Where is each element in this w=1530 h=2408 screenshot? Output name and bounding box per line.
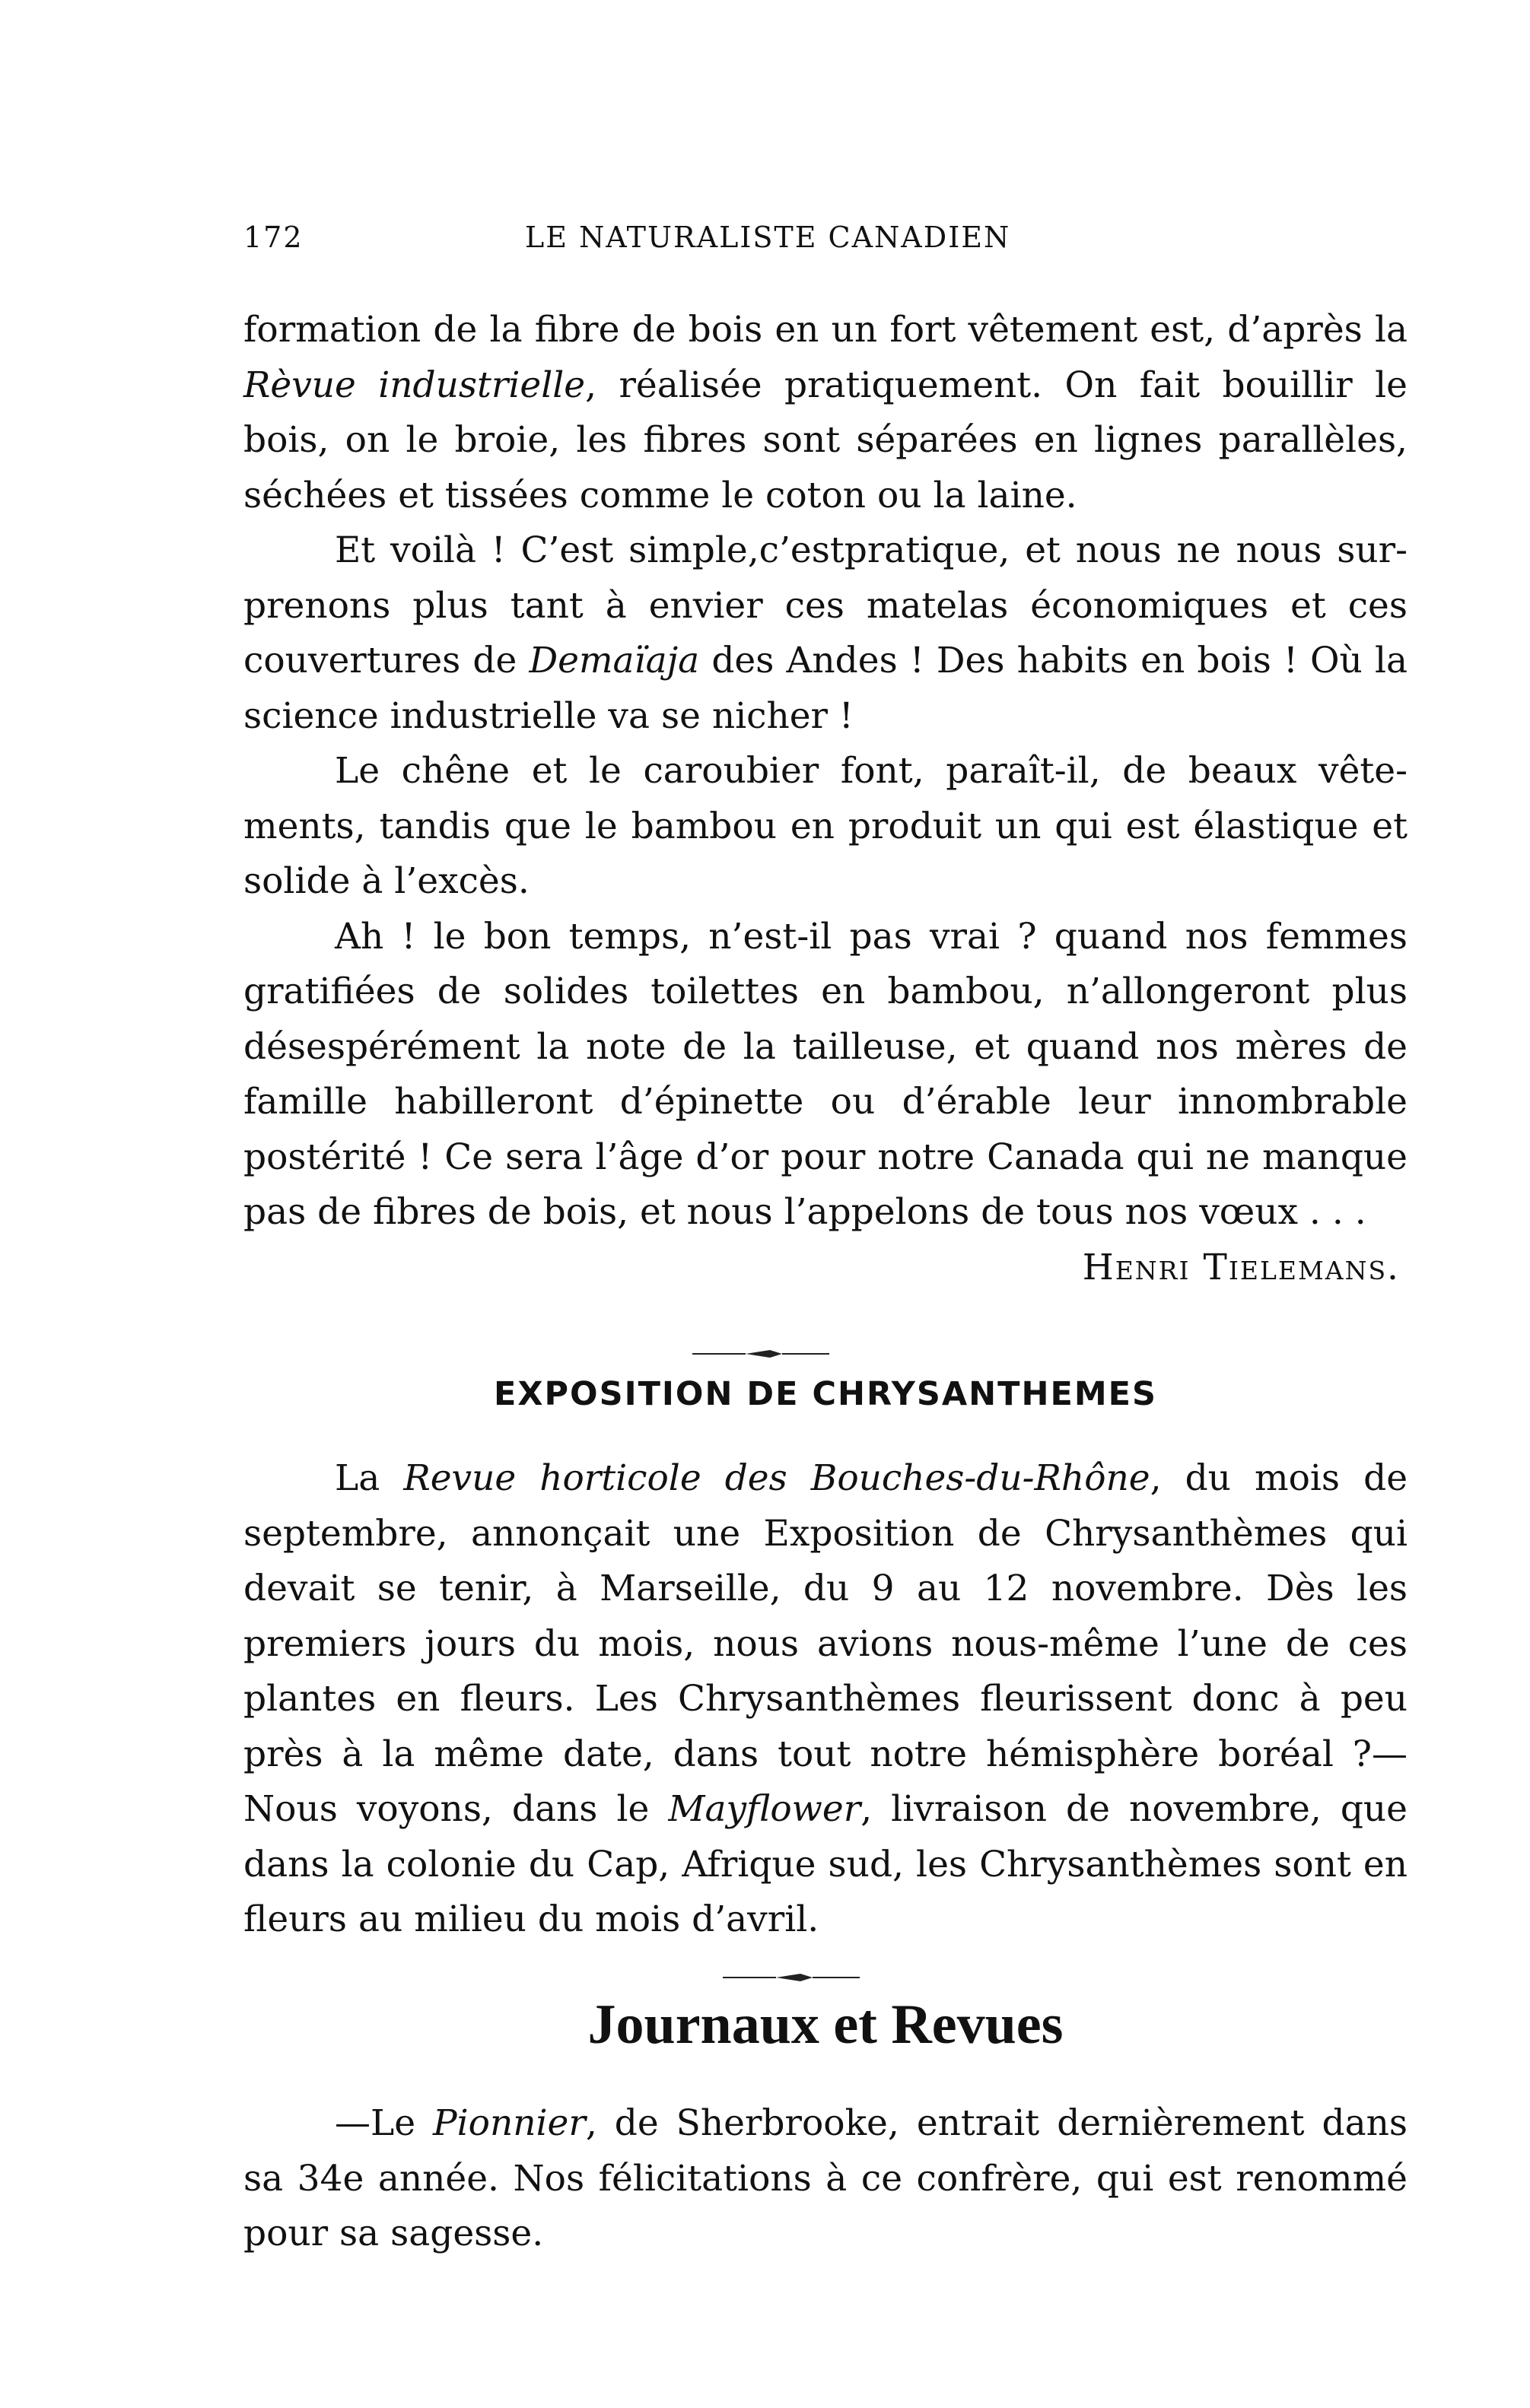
section-heading-exposition: EXPOSITION DE CHRYSANTHEMES [494, 1375, 1157, 1413]
italic-title: Demaïaja [529, 640, 700, 681]
text-run: Et voilà ! C’est simple,c’estpratique, et nous ne nous surprenons plus tant à envier ces matelas économiques et ces couvertures de [243, 529, 1408, 681]
italic-title: Revue horticole des Bouches-du-Rhône [403, 1457, 1150, 1499]
author-signature: Henri Tielemans. [1082, 1246, 1400, 1288]
text-run: , de Sherbrooke, entrait dernièrement dans sa 34e année. Nos félicitations à ce confrère, qui est renommé pour sa sagesse. [243, 2102, 1408, 2254]
section-heading-journaux: Journaux et Revues [587, 1993, 1064, 2056]
paragraph [243, 2096, 1408, 2262]
italic-title: Rèvue industrielle [243, 364, 586, 406]
running-title: LE NATURALISTE CANADIEN [525, 221, 1011, 254]
text-run: formation de la fibre de bois en un fort vêtement est, d’après la [243, 309, 1408, 351]
paragraph [243, 1451, 1408, 1948]
ornament-divider [685, 1346, 837, 1361]
article-tielemans [243, 303, 1408, 1295]
text-run: , réalisée pratiquement. On fait bouillir le bois, on le broie, les fibres sont séparées en lignes parallèles, séchées et tissées comme le coton ou la laine. [243, 364, 1408, 516]
text-run: Ah ! le bon temps, n’est-il pas vrai ? quand nos femmes gratifiées de solides toilettes en bambou, n’allongeront plus désespérément la note de la tailleuse, et quand nos mères de famille habilleront d’épinette ou d’érable leur innombrable postérité ! Ce sera l’âge d’or pour notre Canada qui ne manque pas de fibres de bois, et nous l’appelons de tous nos vœux . . . [243, 915, 1408, 1233]
page-header [243, 221, 1408, 266]
article-journaux [243, 2096, 1408, 2262]
text-run: —Le [335, 2102, 434, 2144]
article-exposition [243, 1451, 1408, 1948]
text-run: La [335, 1457, 404, 1499]
italic-title: Mayflower [668, 1788, 861, 1830]
paragraph [243, 303, 1408, 523]
ornament-divider [715, 1970, 867, 1985]
text-run: Le chêne et le caroubier font, paraît-il, de beaux vêtements, tandis que le bambou en produit un qui est élastique et solide à l’excès. [243, 750, 1408, 902]
paragraph [243, 523, 1408, 744]
paragraph [243, 910, 1408, 1241]
text-run: des Andes ! Des habits en bois ! Où la science industrielle va se nicher ! [243, 640, 1408, 737]
text-run: , du mois de septembre, annonçait une Exposition de Chrysanthèmes qui devait se tenir, à Marseille, du 9 au 12 novembre. Dès les premiers jours du mois, nous avions nous-même l’une de ces plantes en fleurs. Les Chrysanthèmes fleurissent donc à peu près à la même date, dans tout notre hémisphère boréal ?—Nous voyons, dans le [243, 1457, 1408, 1830]
text-run: , livraison de novembre, que dans la colonie du Cap, Afrique sud, les Chrysanthèmes sont en fleurs au milieu du mois d’avril. [243, 1788, 1408, 1940]
italic-title: Pionnier [433, 2102, 586, 2144]
paragraph [243, 744, 1408, 910]
page-number: 172 [243, 221, 304, 254]
